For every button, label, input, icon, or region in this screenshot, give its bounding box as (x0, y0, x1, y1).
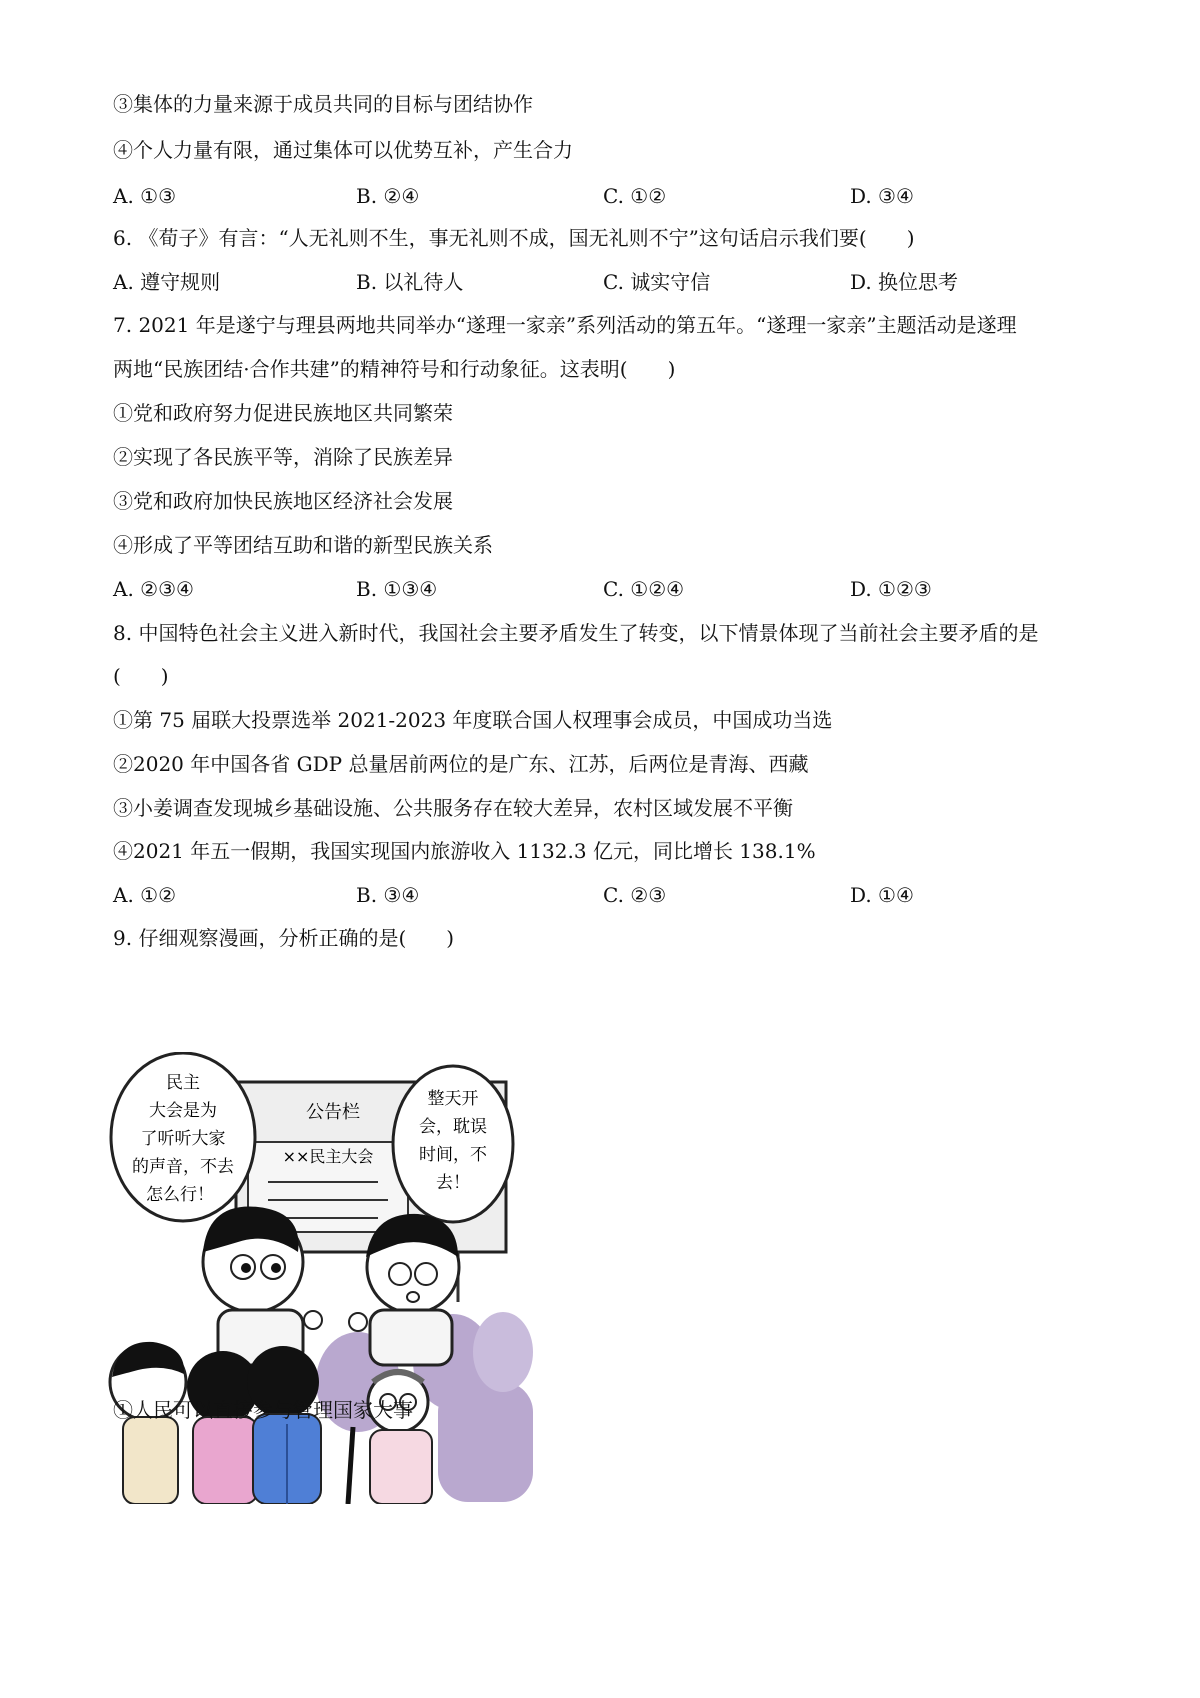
statement-3: ③集体的力量来源于成员共同的目标与团结协作 (113, 92, 533, 116)
option-b[interactable]: B. 以礼待人 (356, 270, 464, 294)
board-title: 公告栏 (306, 1102, 360, 1123)
bubble-left-line-4: 的声音，不去 (132, 1157, 234, 1177)
democracy-meeting-cartoon (108, 1052, 556, 1504)
option-d[interactable]: D. ①④ (850, 883, 914, 907)
bubble-left-line-5: 怎么行！ (146, 1185, 214, 1205)
bubble-left-line-3: 了听听大家 (140, 1129, 226, 1149)
bubble-right-line-2: 会，耽误 (419, 1117, 487, 1137)
options-q7 (113, 575, 1113, 603)
board-notice: ××民主大会 (282, 1147, 374, 1166)
bubble-right-line-3: 时间，不 (419, 1145, 487, 1165)
question-8-line-2: ( ) (113, 664, 169, 688)
question-7-line-2: 两地“民族团结·合作共建”的精神符号和行动象征。这表明( ) (113, 357, 676, 381)
question-8-line-1: 8. 中国特色社会主义进入新时代，我国社会主要矛盾发生了转变，以下情景体现了当前社会主要矛盾的是 (113, 621, 1039, 645)
option-a[interactable]: A. 遵守规则 (113, 270, 221, 294)
option-b[interactable]: B. ③④ (356, 883, 420, 907)
boy-right-body (370, 1310, 452, 1365)
crowd-silhouette (438, 1382, 533, 1502)
bubble-left-line-1: 民主 (166, 1073, 200, 1093)
bubble-right-line-1: 整天开 (427, 1089, 479, 1109)
child-body (193, 1417, 258, 1504)
walking-cane (348, 1427, 353, 1504)
option-c[interactable]: C. ①② (603, 184, 667, 208)
question-9: 9. 仔细观察漫画，分析正确的是( ) (113, 926, 455, 950)
crowd-silhouette (473, 1312, 533, 1392)
question-6: 6. 《荀子》有言：“人无礼则不生，事无礼则不成，国无礼则不宁”这句话启示我们要( ) (113, 226, 915, 250)
statement-3: ③小姜调查发现城乡基础设施、公共服务存在较大差异，农村区域发展不平衡 (113, 796, 793, 820)
option-d[interactable]: D. ③④ (850, 184, 914, 208)
statement-1: ①人民可以直接参与管理国家大事 (113, 1398, 413, 1422)
statement-3: ③党和政府加快民族地区经济社会发展 (113, 489, 453, 513)
option-a[interactable]: A. ①② (113, 883, 177, 907)
options-q6 (113, 268, 1113, 296)
bubble-left-line-2: 大会是为 (149, 1101, 217, 1121)
option-a[interactable]: A. ①③ (113, 184, 177, 208)
option-c[interactable]: C. ②③ (603, 883, 667, 907)
option-a[interactable]: A. ②③④ (113, 577, 194, 601)
statement-1: ①党和政府努力促进民族地区共同繁荣 (113, 401, 453, 425)
statement-4: ④个人力量有限，通过集体可以优势互补，产生合力 (113, 138, 573, 162)
statement-2: ②实现了各民族平等，消除了民族差异 (113, 445, 453, 469)
options-q8 (113, 881, 1113, 909)
elderly-body (370, 1430, 432, 1504)
option-b[interactable]: B. ①③④ (356, 577, 438, 601)
option-c[interactable]: C. ①②④ (603, 577, 685, 601)
option-b[interactable]: B. ②④ (356, 184, 420, 208)
option-d[interactable]: D. 换位思考 (850, 270, 959, 294)
statement-4: ④形成了平等团结互助和谐的新型民族关系 (113, 533, 493, 557)
question-7-line-1: 7. 2021 年是遂宁与理县两地共同举办“遂理一家亲”系列活动的第五年。“遂理一家亲”主题活动是遂理 (113, 313, 1017, 337)
statement-1: ①第 75 届联大投票选举 2021-2023 年度联合国人权理事会成员，中国成功当选 (113, 708, 833, 732)
child-body (123, 1417, 178, 1504)
statement-2: ②2020 年中国各省 GDP 总量居前两位的是广东、江苏，后两位是青海、西藏 (113, 752, 809, 776)
statement-4: ④2021 年五一假期，我国实现国内旅游收入 1132.3 亿元，同比增长 138.1% (113, 839, 816, 863)
option-c[interactable]: C. 诚实守信 (603, 270, 711, 294)
options-q5 (113, 182, 1113, 210)
option-d[interactable]: D. ①②③ (850, 577, 932, 601)
bubble-right-line-4: 去！ (436, 1173, 470, 1193)
